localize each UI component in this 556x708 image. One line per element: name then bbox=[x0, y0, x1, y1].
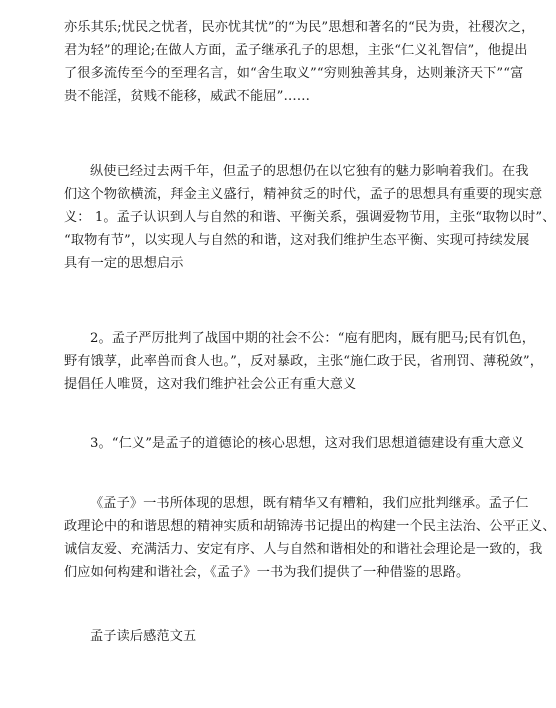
text-line: 们这个物欲横流，拜金主义盛行，精神贫乏的时代，孟子的思想具有重要的现实意 bbox=[64, 187, 543, 202]
text-line: 2。孟子严厉批判了战国中期的社会不公：“庖有肥肉，厩有肥马;民有饥色， bbox=[90, 331, 536, 346]
section-heading bbox=[64, 625, 474, 648]
paragraph-modern-significance bbox=[64, 160, 556, 275]
text-line: “取物有节”，以实现人与自然的和谐，这对我们维护生态平衡、实现可持续发展 bbox=[64, 233, 530, 248]
text-line: 具有一定的思想启示 bbox=[64, 256, 184, 271]
text-line: 诚信友爱、充满活力、安定有序、人与自然和谐相处的和谐社会理论是一致的，我 bbox=[64, 542, 543, 557]
heading-text: 孟子读后感范文五 bbox=[90, 629, 197, 644]
paragraph-point-2 bbox=[64, 327, 543, 396]
text-line: 3。“仁义”是孟子的道德论的核心思想，这对我们思想道德建设有重大意义 bbox=[90, 436, 525, 451]
text-line: 《孟子》一书所体现的思想，既有精华又有糟粕，我们应批判继承。孟子仁 bbox=[90, 496, 529, 511]
text-line: 亦乐其乐;忧民之忧者，民亦忧其忧”的“为民”思想和著名的“民为贵，社稷次之， bbox=[64, 20, 535, 35]
text-line: 了很多流传至今的至理名言，如“舍生取义”“穷则独善其身，达则兼济天下”“富 bbox=[64, 66, 524, 81]
text-line: 纵使已经过去两千年，但孟子的思想仍在以它独有的魅力影响着我们。在我 bbox=[90, 164, 529, 179]
text-line: 野有饿莩，此率兽而食人也。”，反对暴政，主张“施仁政于民，省刑罚、薄税敛”， bbox=[64, 354, 543, 369]
paragraph-point-3 bbox=[64, 432, 525, 455]
text-line: 贵不能淫，贫贱不能移，威武不能屈”…… bbox=[64, 89, 311, 104]
text-line: 们应如何构建和谐社会，《孟子》一书为我们提供了一种借鉴的思路。 bbox=[64, 565, 470, 580]
paragraph-conclusion bbox=[64, 492, 556, 584]
text-line: 提倡任人唯贤，这对我们维护社会公正有重大意义 bbox=[64, 377, 357, 392]
text-line: 君为轻”的理论;在做人方面，孟子继承孔子的思想，主张“仁义礼智信”，他提出 bbox=[64, 43, 528, 58]
text-line: 政理论中的和谐思想的精神实质和胡锦涛书记提出的构建一个民主法治、公平正义、 bbox=[64, 519, 556, 534]
text-line: 义： 1。孟子认识到人与自然的和谐、平衡关系，强调爱物节用，主张“取物以时”、 bbox=[64, 210, 556, 225]
paragraph-mencius-thought bbox=[64, 16, 535, 108]
